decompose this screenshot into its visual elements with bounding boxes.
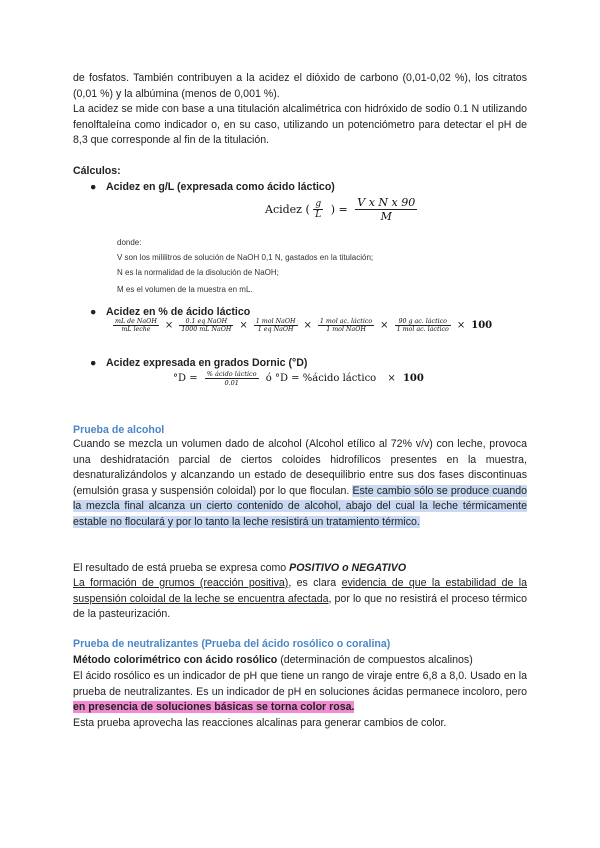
formula2-f1-num: mL de NaOH: [115, 318, 157, 325]
note-m: M es el volumen de la muestra en mL.: [117, 285, 253, 294]
formula2-times-1: ×: [164, 320, 174, 331]
formula2-frac3: [254, 318, 298, 333]
alcohol-p2-result: POSITIVO o NEGATIVO: [289, 562, 407, 574]
alcohol-p2-text: El resultado de está prueba se expresa como: [73, 562, 290, 574]
formula1-den: M: [380, 210, 392, 223]
alcohol-paragraph-3: [73, 576, 527, 623]
note-n: N es la normalidad de la disolución de NaOH;: [117, 268, 279, 277]
note-donde: donde:: [117, 238, 142, 247]
formula3-lhs: °D =: [173, 373, 198, 384]
alcohol-p3-mid: , es clara: [288, 577, 342, 589]
formula2-f2-den: 1000 mL NaOH: [181, 326, 232, 333]
formula2-frac5: [395, 318, 451, 333]
bullet-acidez-gl-text: Acidez en g/L (expresada como ácido láctico): [106, 181, 335, 193]
formula-dornic: [173, 370, 424, 387]
formula2-f4-den: 1 mol NaOH: [326, 326, 366, 333]
formula1-fraction: [355, 196, 417, 223]
formula2-frac2: [179, 318, 233, 333]
alcohol-paragraph-2: [73, 561, 527, 577]
neutral-heading: Prueba de neutralizantes (Prueba del ácido rosólico o coralina): [73, 638, 391, 650]
alcohol-p1-text: Cuando se mezcla un volumen dado de alcohol (Alcohol etílico al 72% v/v) con leche, provoca una deshidratación parcial de ciertos coloides hidrofílicos presentes en la muestra, desnaturalizándolos y alcanzando un estado de desequilibrio entre sus dos fases discontinuas (emulsión grasa y suspensión coloidal) por lo que floculan.: [73, 438, 527, 497]
formula1-unit-den: L: [315, 210, 322, 220]
formula3-mid: ó °D = %ácido láctico: [265, 373, 377, 384]
bullet-dot: ●: [90, 181, 97, 193]
alcohol-p3-underline-1: La formación de grumos (reacción positiva): [73, 577, 289, 589]
neutral-p1-highlight: en presencia de soluciones básicas se torna color rosa.: [73, 701, 355, 714]
note-v: V son los mililitros de solución de NaOH 0,1 N, gastados en la titulación;: [117, 253, 374, 262]
neutral-paragraph-1: [73, 669, 527, 716]
formula2-frac1: [113, 318, 159, 333]
formula1-unit-num: g: [313, 199, 323, 210]
intro-paragraph-2: La acidez se mide con base a una titulación alcalimétrica con hidróxido de sodio 0.1 N utilizando fenolftaleína como indicador o, en su caso, utilizando un potenciómetro para detectar el pH de 8,3 que corresponde al fin de la titulación.: [73, 103, 527, 147]
calculos-heading: Cálculos:: [73, 165, 121, 177]
neutral-sub-plain: (determinación de compuestos alcalinos): [277, 654, 473, 666]
formula1-lhs: Acidez (: [265, 203, 310, 216]
bullet-dot: ●: [90, 306, 97, 318]
formula-acidez-gl: [265, 196, 417, 223]
alcohol-p3-underline-2: evidencia de que la estabilidad de la suspensión coloidal de la leche se encuentra afectada: [73, 577, 527, 605]
formula2-f1-den: mL leche: [121, 326, 151, 333]
formula2-f5-num: 90 g ac. láctico: [395, 318, 451, 326]
neutral-paragraph-2: Esta prueba aprovecha las reacciones alcalinas para generar cambios de color.: [73, 717, 447, 729]
formula1-equals: ) =: [330, 203, 348, 216]
formula2-f3-den: 1 eq NaOH: [257, 326, 294, 333]
formula2-times-3: ×: [303, 320, 312, 331]
formula2-f3-num: 1 mol NaOH: [255, 318, 296, 325]
formula2-frac4: [318, 318, 374, 333]
neutral-p1-text: El ácido rosólico es un indicador de pH que tiene un rango de viraje entre 6,8 a 8,0. Usado en la prueba de neutralizantes. Es un indicador de pH en soluciones ácidas permanece incoloro, pero: [73, 670, 527, 698]
neutral-subheading: [73, 653, 527, 669]
bullet-acidez-porcentaje-text: Acidez en % de ácido láctico: [106, 306, 251, 318]
formula2-tail: 100: [471, 320, 493, 331]
formula3-times: ×: [387, 373, 396, 384]
formula2-f4-num: 1 mol ac. láctico: [319, 318, 373, 325]
bullet-dot: ●: [90, 357, 97, 369]
bullet-acidez-dornic-text: Acidez expresada en grados Dornic (°D): [106, 357, 308, 369]
intro-paragraph-1: de fosfatos. También contribuyen a la acidez el dióxido de carbono (0,01-0,02 %), los citratos (0,01 %) y la albúmina (menos de 0,001 %).: [73, 72, 527, 100]
formula3-tail: 100: [402, 373, 424, 384]
alcohol-paragraph-1: [73, 437, 527, 531]
formula2-times-2: ×: [239, 320, 248, 331]
formula2-f5-den: 1 mol ac. láctico: [396, 326, 449, 333]
formula3-fraction: [205, 370, 259, 387]
formula1-unit: [313, 199, 323, 220]
formula3-den: 0.01: [224, 379, 239, 387]
alcohol-heading: Prueba de alcohol: [73, 424, 165, 436]
formula2-times-4: ×: [380, 320, 389, 331]
formula2-f2-num: 0.1 eq NaOH: [179, 318, 233, 326]
formula-acidez-porcentaje: [113, 318, 492, 333]
neutral-sub-bold: Método colorimétrico con ácido rosólico: [73, 654, 278, 666]
alcohol-p3-end: , por lo que no resistirá el proceso térmico de la pasteurización.: [73, 592, 527, 621]
formula1-num: V x N x 90: [357, 196, 416, 209]
formula2-times-5: ×: [456, 320, 466, 331]
formula3-num: % ácido láctico: [206, 370, 257, 378]
alcohol-p1-highlight: Este cambio sólo se produce cuando la mezcla final alcanza un cierto contenido de alcohol, abajo del cual la leche térmicamente estable no floculará y por lo tanto la leche resistirá un tratamiento térmico.: [73, 484, 527, 528]
